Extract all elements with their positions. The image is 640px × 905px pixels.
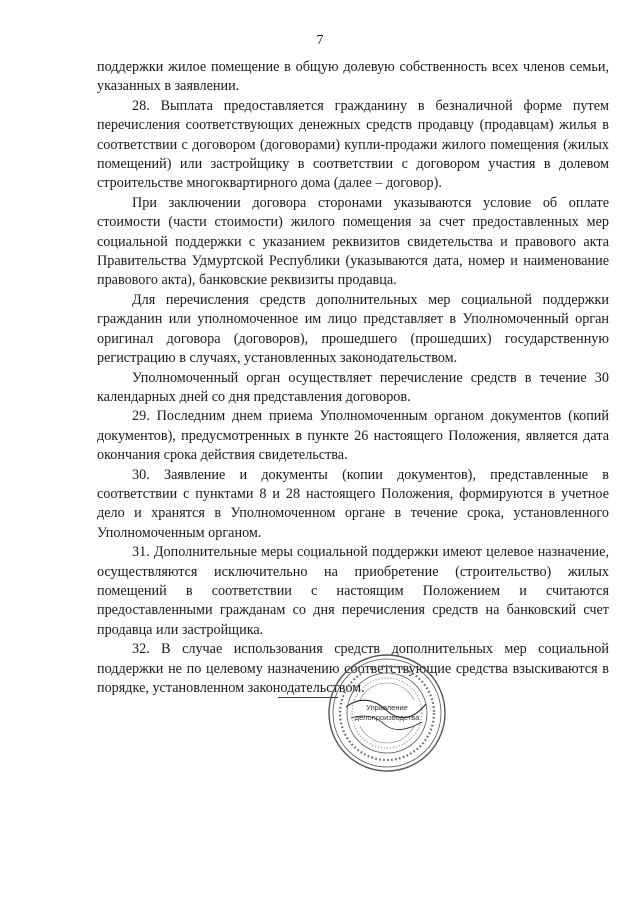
paragraph: 32. В случае использования средств дополнительных мер социальной поддержки не по целевому назначению соответствующие средства взыскиваются в порядке, установленном законодательством. xyxy=(97,641,609,696)
paragraph: 29. Последним днем приема Уполномоченным органом документов (копий документов), предусмотренных в пункте 26 настоящего Положения, является дата окончания срока действия свидетельства. xyxy=(97,408,609,464)
stamp-line-2: делопроизводства xyxy=(354,713,420,722)
paragraph: Уполномоченный орган осуществляет перечисление средств в течение 30 календарных дней со дня представления договоров. xyxy=(97,369,609,405)
stamp-line-1: Управление xyxy=(366,703,408,712)
paragraph: Для перечисления средств дополнительных мер социальной поддержки гражданин или уполномоченное им лицо представляет в Уполномоченный орган оригинал договора (договоров), прошедшего (прошедших) государственную регистрацию в случаях, установленных законодательством. xyxy=(97,291,609,367)
paragraph: При заключении договора сторонами указываются условие об оплате стоимости (части стоимости) жилого помещения за счет предоставленных мер социальной поддержки с указанием реквизитов свидетельства и правового акта Правительства Удмуртской Республики (указываются дата, номер и наименование правового акта), банковские реквизиты продавца. xyxy=(97,194,609,289)
document-body xyxy=(97,58,609,698)
paragraph: 31. Дополнительные меры социальной поддержки имеют целевое назначение, осуществляются исключительно на приобретение (строительство) жилых помещений в соответствии с настоящим Положением и считаются предоставленными гражданам со дня перечисления средств на банковский счет продавца или застройщика. xyxy=(97,544,609,638)
paragraph: 28. Выплата предоставляется гражданину в безналичной форме путем перечисления соответствующих денежных средств продавцу (продавцам) жилья в соответствии с договором (договорами) купли-продажи жилого помещения (жилых помещений) или застройщику в соответствии с договором участия в долевом строительстве многоквартирного дома (далее – договор). xyxy=(97,97,609,192)
page-number: 7 xyxy=(316,33,324,48)
official-seal-stamp xyxy=(326,652,448,774)
paragraph: поддержки жилое помещение в общую долевую собственность всех членов семьи, указанных в заявлении. xyxy=(97,59,609,95)
paragraph: 30. Заявление и документы (копии документов), представленные в соответствии с пунктами 8 и 28 настоящего Положения, формируются в учетное дело и хранятся в Уполномоченном органе в течение срока, установленного Уполномоченным органом. xyxy=(97,466,609,541)
